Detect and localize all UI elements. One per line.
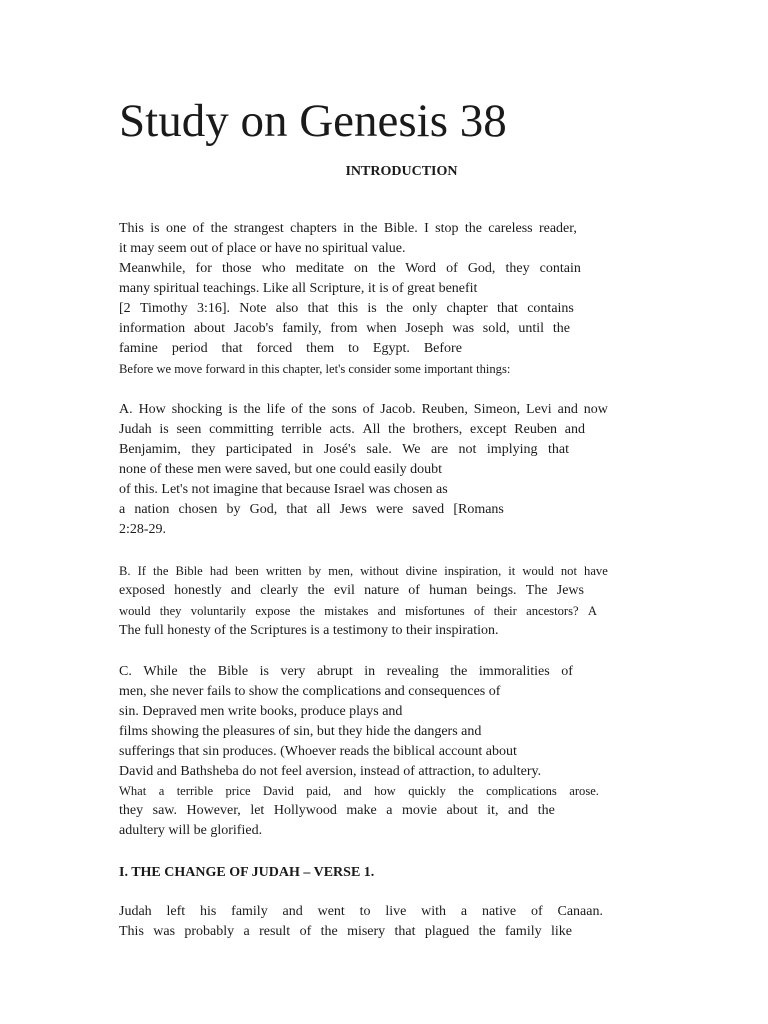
word: Jews: [339, 502, 367, 517]
word: the: [299, 604, 315, 618]
word: that: [496, 301, 518, 316]
word: with: [421, 904, 447, 919]
word: meditate: [295, 261, 344, 276]
word: they: [505, 261, 530, 276]
word: chapter: [446, 301, 488, 316]
word: would: [119, 604, 151, 618]
word: If: [137, 564, 146, 578]
word: for: [195, 261, 212, 276]
word: the: [478, 924, 496, 939]
word: Timothy: [139, 301, 188, 316]
word: [Romans: [453, 502, 504, 517]
word: forced: [256, 341, 293, 356]
word: [2: [119, 301, 131, 316]
word: about: [193, 321, 225, 336]
word: chosen: [178, 502, 218, 517]
word: nature: [364, 583, 400, 598]
word: was: [153, 924, 176, 939]
word: movie: [402, 803, 437, 818]
word: committing: [209, 422, 274, 437]
word: Egypt.: [372, 341, 410, 356]
text-line: [119, 339, 462, 359]
word: Bible: [217, 664, 249, 679]
word: left: [166, 904, 186, 919]
word: the: [450, 664, 468, 679]
word: the: [320, 924, 338, 939]
word: the: [552, 321, 570, 336]
word: it: [508, 564, 516, 578]
text-line: sufferings that sin produces. (Whoever reads the biblical account about: [119, 744, 517, 759]
word: B.: [119, 564, 131, 578]
word: terrible: [281, 422, 322, 437]
word: participated: [225, 442, 292, 457]
word: and: [507, 803, 529, 818]
word: it,: [487, 803, 499, 818]
word: a: [243, 924, 250, 939]
word: a: [119, 502, 126, 517]
text-line: [119, 922, 572, 942]
word: they: [119, 803, 144, 818]
word: expose: [255, 604, 291, 618]
word: Joseph: [405, 321, 444, 336]
word: God,: [249, 502, 278, 517]
word: by: [308, 564, 322, 578]
word: the: [210, 221, 228, 236]
word: is: [367, 301, 377, 316]
text-line: Before we move forward in this chapter, let's consider some important things:: [119, 362, 511, 376]
word: the: [388, 422, 406, 437]
word: complications: [486, 784, 557, 798]
word: honestly: [174, 583, 222, 598]
word: strangest: [234, 221, 284, 236]
word: nation: [134, 502, 170, 517]
word: misery: [347, 924, 386, 939]
word: Reuben: [514, 422, 558, 437]
word: clearly: [260, 583, 299, 598]
text-line: [119, 259, 581, 279]
word: Benjamim,: [119, 442, 181, 457]
text-line: [119, 219, 577, 239]
word: sons: [331, 402, 357, 417]
word: the: [189, 664, 207, 679]
word: life: [266, 402, 286, 417]
text-line: sin. Depraved men write books, produce plays and: [119, 704, 403, 719]
word: was: [452, 321, 475, 336]
word: careless: [488, 221, 533, 236]
word: that: [547, 442, 569, 457]
word: men,: [328, 564, 354, 578]
word: that: [221, 341, 243, 356]
word: family: [505, 924, 542, 939]
word: and: [557, 402, 578, 417]
word: contains: [527, 301, 574, 316]
text-line: of this. Let's not imagine that because Israel was chosen as: [119, 482, 448, 497]
word: one: [165, 221, 187, 236]
word: that: [286, 502, 308, 517]
word: that: [394, 924, 416, 939]
word: in: [302, 442, 314, 457]
word: until: [518, 321, 545, 336]
word: Hollywood: [273, 803, 337, 818]
word: plagued: [424, 924, 470, 939]
word: in: [364, 664, 376, 679]
word: However,: [186, 803, 241, 818]
word: José's: [323, 442, 356, 457]
word: abrupt: [316, 664, 353, 679]
word: A: [587, 604, 597, 618]
word: Simeon,: [473, 402, 521, 417]
word: Levi: [526, 402, 552, 417]
word: stop: [435, 221, 459, 236]
word: shocking: [171, 402, 223, 417]
word: Before: [423, 341, 462, 356]
word: have: [584, 564, 608, 578]
word: God,: [467, 261, 496, 276]
word: period: [171, 341, 208, 356]
word: not: [458, 442, 477, 457]
word: quickly: [408, 784, 446, 798]
text-line: The full honesty of the Scriptures is a testimony to their inspiration.: [119, 623, 499, 638]
word: and: [377, 604, 396, 618]
word: the: [385, 301, 404, 316]
word: Jews: [556, 583, 584, 598]
text-line: [119, 420, 585, 440]
word: is: [150, 221, 160, 236]
word: the: [360, 221, 378, 236]
word: This: [119, 221, 144, 236]
word: is: [228, 402, 238, 417]
document-title: Study on Genesis 38: [119, 95, 507, 147]
text-line: [119, 500, 504, 520]
word: they: [191, 442, 216, 457]
text-line: [119, 781, 599, 801]
word: mistakes: [324, 604, 369, 618]
word: very: [280, 664, 306, 679]
word: had: [209, 564, 229, 578]
word: Bible.: [383, 221, 418, 236]
word: were: [375, 502, 404, 517]
text-line: it may seem out of place or have no spiritual value.: [119, 241, 406, 256]
word: not: [560, 564, 577, 578]
word: the: [378, 261, 396, 276]
word: evil: [333, 583, 355, 598]
word: the: [243, 402, 261, 417]
text-line: [119, 440, 569, 460]
word: those: [221, 261, 252, 276]
word: without: [360, 564, 399, 578]
word: is: [159, 422, 169, 437]
word: the: [307, 583, 325, 598]
text-line: David and Bathsheba do not feel aversion, instead of attraction, to adultery.: [119, 764, 542, 779]
word: when: [366, 321, 397, 336]
word: and: [230, 583, 251, 598]
word: exposed: [119, 583, 165, 598]
text-line: [119, 400, 608, 420]
word: implying: [486, 442, 538, 457]
word: seen: [176, 422, 202, 437]
word: I: [424, 221, 429, 236]
word: revealing: [386, 664, 439, 679]
word: their: [493, 604, 517, 618]
word: family,: [282, 321, 322, 336]
word: that: [307, 301, 329, 316]
word: make: [346, 803, 377, 818]
word: in: [343, 221, 355, 236]
text-line: men, she never fails to show the complications and consequences of: [119, 684, 501, 699]
word: of: [291, 402, 303, 417]
word: Meanwhile,: [119, 261, 186, 276]
word: arose.: [569, 784, 599, 798]
word: Bible: [175, 564, 203, 578]
word: acts.: [329, 422, 355, 437]
word: of: [408, 583, 420, 598]
word: Jacob.: [380, 402, 416, 417]
word: sale.: [366, 442, 392, 457]
word: family: [231, 904, 268, 919]
text-line: [119, 581, 584, 601]
word: a: [386, 803, 393, 818]
word: saved: [412, 502, 445, 517]
word: went: [317, 904, 345, 919]
text-line: [119, 319, 570, 339]
word: What: [119, 784, 147, 798]
text-line: [119, 299, 574, 319]
section-subtitle: INTRODUCTION: [345, 164, 458, 179]
word: of: [530, 904, 543, 919]
word: the: [464, 221, 482, 236]
word: misfortunes: [405, 604, 465, 618]
word: let: [250, 803, 265, 818]
word: from: [330, 321, 358, 336]
word: 3:16].: [196, 301, 230, 316]
word: the: [153, 564, 169, 578]
word: How: [138, 402, 166, 417]
word: a: [460, 904, 468, 919]
word: of: [446, 261, 458, 276]
word: and: [282, 904, 303, 919]
word: now: [583, 402, 608, 417]
word: Word: [405, 261, 437, 276]
word: of: [299, 924, 312, 939]
word: result: [259, 924, 291, 939]
word: Canaan.: [557, 904, 603, 919]
word: also: [275, 301, 299, 316]
word: of: [561, 664, 573, 679]
word: famine: [119, 341, 158, 356]
text-line: [119, 561, 608, 581]
word: like: [550, 924, 572, 939]
word: terrible: [176, 784, 214, 798]
word: are: [430, 442, 449, 457]
word: them: [306, 341, 335, 356]
word: immoralities: [478, 664, 550, 679]
word: probably: [184, 924, 235, 939]
text-line: [119, 801, 555, 821]
word: sold,: [482, 321, 510, 336]
word: paid,: [306, 784, 332, 798]
word: and: [564, 422, 585, 437]
word: his: [199, 904, 217, 919]
word: information: [119, 321, 186, 336]
text-line: many spiritual teachings. Like all Scripture, it is of great benefit: [119, 281, 478, 296]
word: the: [458, 784, 474, 798]
text-line: [119, 601, 597, 621]
text-line: 2:28-29.: [119, 522, 167, 537]
word: how: [374, 784, 396, 798]
word: brothers,: [412, 422, 463, 437]
word: of: [192, 221, 205, 236]
word: voluntarily: [190, 604, 247, 618]
word: Note: [239, 301, 267, 316]
word: Judah: [119, 904, 152, 919]
word: by: [226, 502, 241, 517]
word: divine: [405, 564, 438, 578]
word: native: [481, 904, 517, 919]
text-line: none of these men were saved, but one could easily doubt: [119, 462, 443, 477]
word: The: [525, 583, 548, 598]
word: who: [261, 261, 286, 276]
word: live: [385, 904, 407, 919]
text-line: [119, 662, 573, 682]
word: contain: [539, 261, 581, 276]
word: to: [348, 341, 359, 356]
word: they: [159, 604, 182, 618]
word: the: [537, 803, 555, 818]
section-heading: I. THE CHANGE OF JUDAH – VERSE 1.: [119, 865, 375, 880]
word: this: [337, 301, 359, 316]
word: saw.: [152, 803, 178, 818]
word: human: [429, 583, 468, 598]
word: the: [308, 402, 326, 417]
word: about: [446, 803, 478, 818]
word: Reuben,: [421, 402, 468, 417]
word: written: [265, 564, 302, 578]
word: C.: [119, 664, 132, 679]
word: David: [263, 784, 294, 798]
word: chapters: [290, 221, 337, 236]
word: This: [119, 924, 144, 939]
word: beings.: [476, 583, 517, 598]
word: a: [158, 784, 165, 798]
word: except: [470, 422, 507, 437]
word: Jacob's: [233, 321, 274, 336]
word: reader,: [538, 221, 577, 236]
word: Judah: [119, 422, 152, 437]
word: We: [402, 442, 421, 457]
word: All: [362, 422, 381, 437]
word: would: [522, 564, 554, 578]
word: is: [259, 664, 269, 679]
text-line: adultery will be glorified.: [119, 823, 263, 838]
word: on: [354, 261, 369, 276]
text-line: [119, 902, 603, 922]
word: all: [316, 502, 331, 517]
word: of: [473, 604, 485, 618]
word: While: [143, 664, 178, 679]
word: of: [362, 402, 375, 417]
word: and: [343, 784, 362, 798]
word: only: [412, 301, 438, 316]
word: inspiration,: [444, 564, 502, 578]
word: been: [235, 564, 259, 578]
word: to: [359, 904, 371, 919]
word: price: [225, 784, 251, 798]
word: ancestors?: [526, 604, 579, 618]
text-line: films showing the pleasures of sin, but they hide the dangers and: [119, 724, 482, 739]
word: A.: [119, 402, 133, 417]
